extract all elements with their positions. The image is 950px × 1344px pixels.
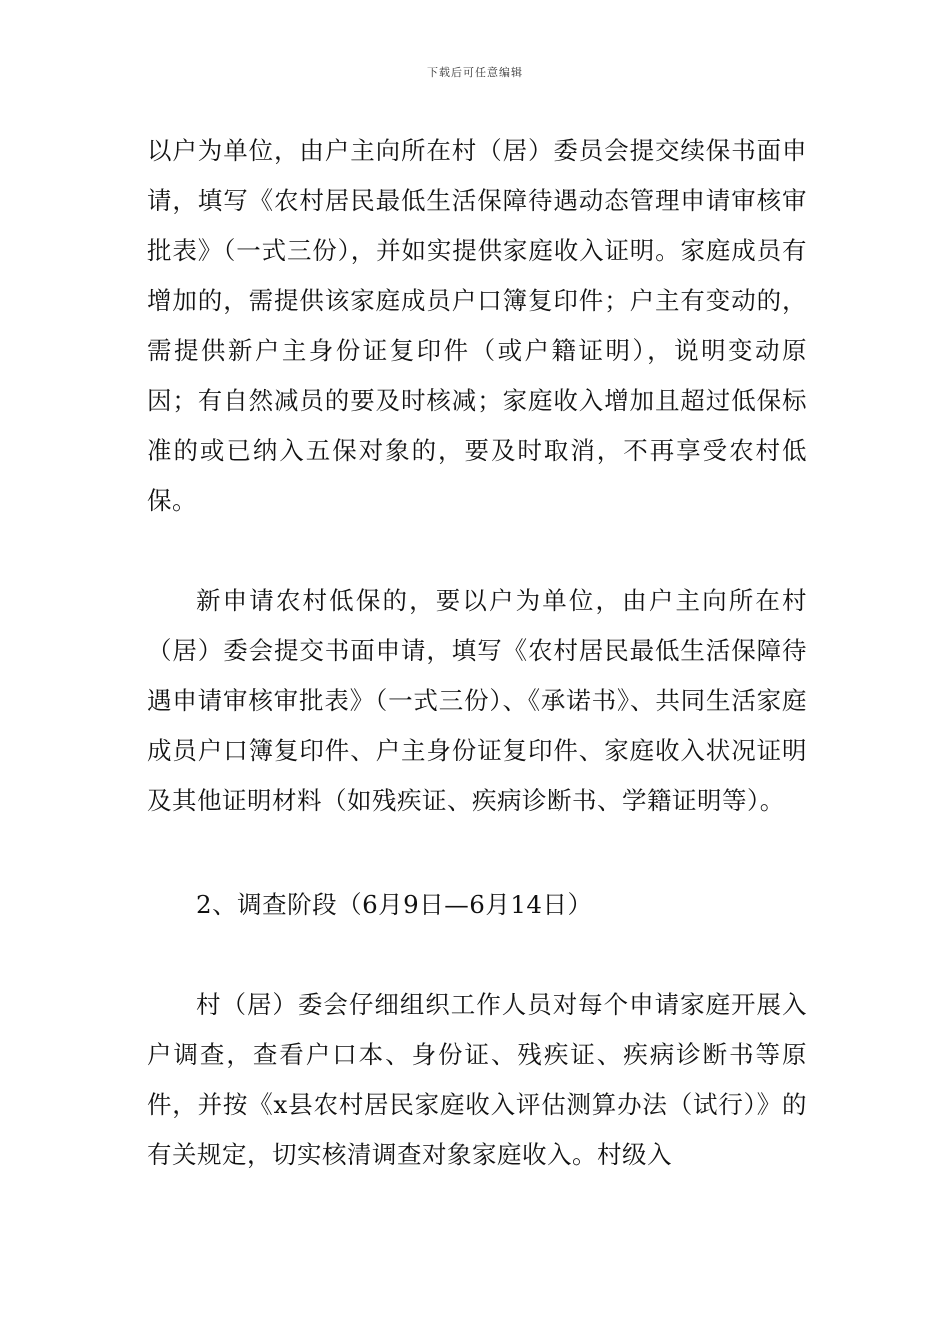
page-header: 下载后可任意编辑 <box>427 66 523 79</box>
paragraph-spacer <box>147 526 807 576</box>
paragraph-household-investigation: 村（居）委会仔细组织工作人员对每个申请家庭开展入户调查，查看户口本、身份证、残疾证、疾病诊断书等原件，并按《x县农村居民家庭收入评估测算办法（试行）》的有关规定，切实核清调查对象家庭收入。村级入 <box>147 990 807 1169</box>
section-heading-investigation: 2、调查阶段（6月9日—6月14日） <box>196 890 593 919</box>
document-body <box>147 126 807 1180</box>
paragraph-new-application: 新申请农村低保的，要以户为单位，由户主向所在村（居）委会提交书面申请，填写《农村居民最低生活保障待遇申请审核审批表》（一式三份）、《承诺书》、共同生活家庭成员户口簿复印件、户主身份证复印件、家庭收入状况证明及其他证明材料（如残疾证、疾病诊断书、学籍证明等）。 <box>147 586 807 815</box>
paragraph-spacer <box>147 930 807 980</box>
paragraph-renewal-application: 以户为单位，由户主向所在村（居）委员会提交续保书面申请，填写《农村居民最低生活保障待遇动态管理申请审核审批表》（一式三份），并如实提供家庭收入证明。家庭成员有增加的，需提供该家庭成员户口簿复印件；户主有变动的，需提供新户主身份证复印件（或户籍证明），说明变动原因；有自然减员的要及时核减；家庭收入增加且超过低保标准的或已纳入五保对象的，要及时取消，不再享受农村低保。 <box>147 136 807 515</box>
paragraph-spacer <box>147 826 807 880</box>
